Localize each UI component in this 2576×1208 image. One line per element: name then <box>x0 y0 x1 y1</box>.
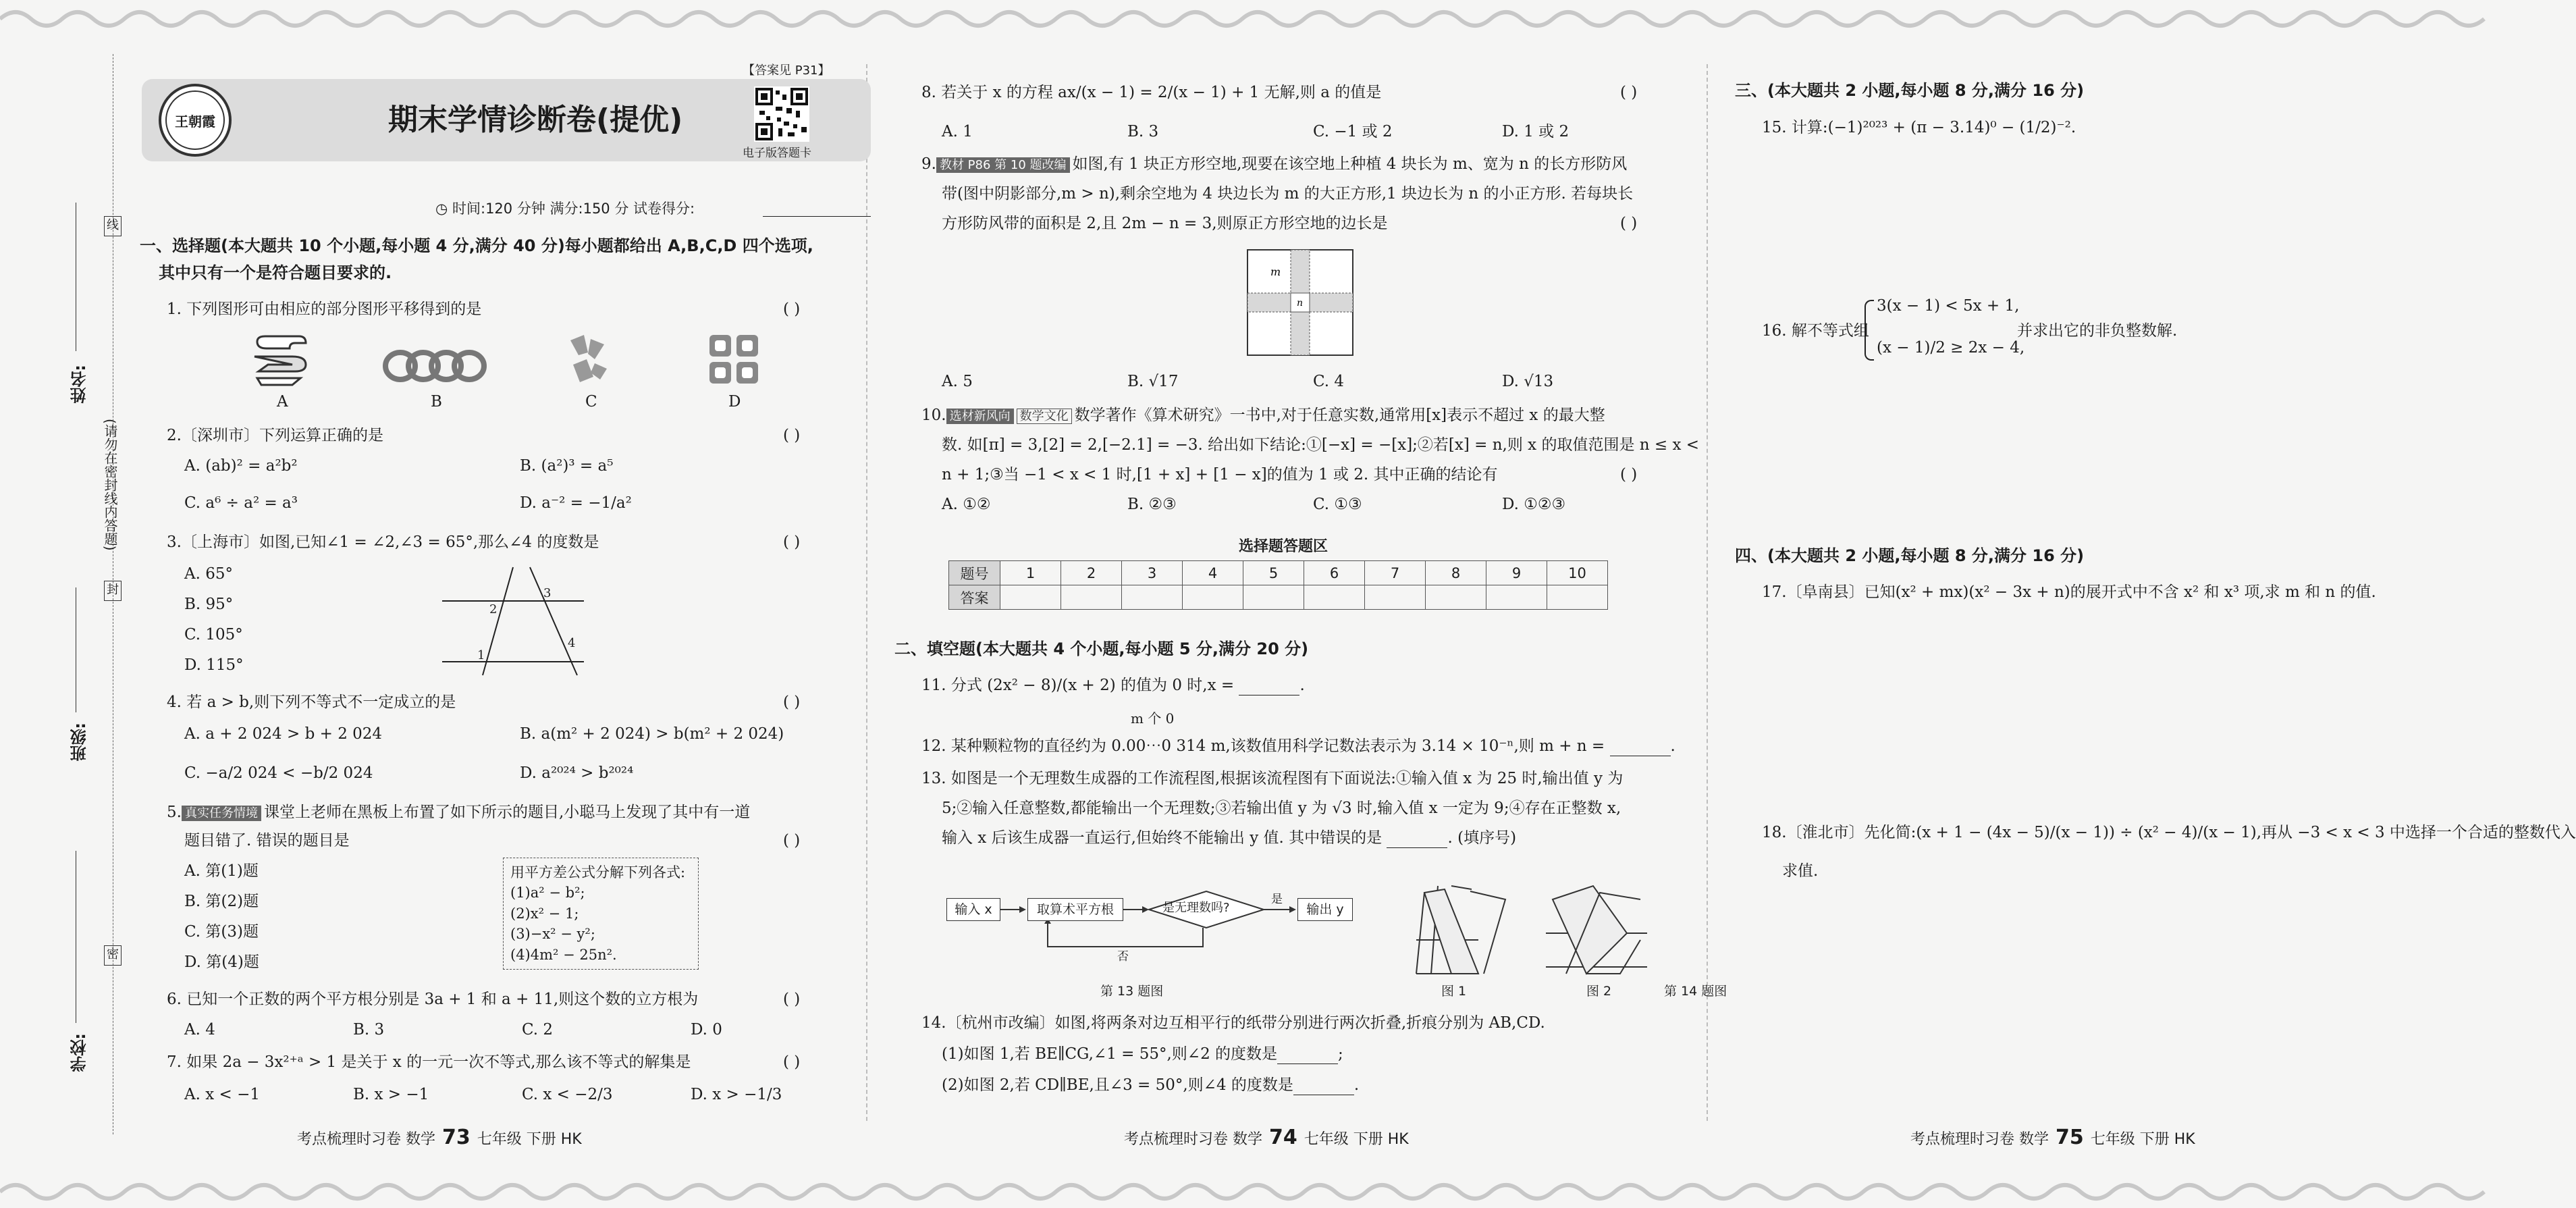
q3-answer-paren[interactable]: ( ) <box>783 533 801 551</box>
q1-figure-d-icon <box>707 332 761 386</box>
q14-part-2-text: (2)如图 2,若 CD∥BE,且∠3 = 50°,则∠4 的度数是 <box>942 1076 1293 1094</box>
q8-option-d[interactable]: D. 1 或 2 <box>1502 123 1569 140</box>
q1-label-a[interactable]: A <box>277 393 288 411</box>
section1-title-cont: 其中只有一个是符合题目要求的. <box>159 263 392 282</box>
q18-stem-cont: 求值. <box>1782 862 1819 880</box>
q10-option-b[interactable]: B. ②③ <box>1127 496 1177 513</box>
q12-overbrace-label: m 个 0 <box>1131 710 1175 727</box>
q9-option-d[interactable]: D. √13 <box>1502 373 1554 390</box>
answer-grid-number: 8 <box>1426 561 1486 585</box>
q3-region-tag: 〔上海市〕 <box>181 533 259 551</box>
q10-option-a[interactable]: A. ①② <box>942 496 991 513</box>
answer-grid-number-row <box>949 561 1608 585</box>
q3-option-d[interactable]: D. 115° <box>184 656 244 674</box>
q3-figure <box>435 560 591 679</box>
score-blank[interactable] <box>763 216 871 217</box>
top-wave-border <box>0 5 2488 32</box>
q9-figure <box>1246 248 1354 357</box>
q16-brace <box>1864 300 1874 361</box>
answer-cell[interactable] <box>1243 585 1304 610</box>
flow-input-box: 输入 x <box>946 898 1000 921</box>
q4-option-b[interactable]: B. a(m² + 2 024) > b(m² + 2 024) <box>520 725 784 743</box>
binding-mark-1: 线 <box>104 216 122 236</box>
q8-option-b[interactable]: B. 3 <box>1127 123 1159 140</box>
q14-number: 14. <box>921 1014 946 1032</box>
answer-area-title: 选择题答题区 <box>1239 538 1329 555</box>
q7-stem: 7. 如果 2a − 3x²⁺ᵃ > 1 是关于 x 的一元一次不等式,那么该不等式的解集是 <box>167 1053 691 1071</box>
answer-grid-number: 10 <box>1547 561 1608 585</box>
q5-context-tag: 真实任务情境 <box>182 806 261 821</box>
q16-ineq-1: 3(x − 1) < 5x + 1, <box>1877 297 2020 315</box>
q5-box-line: (3)−x² − y²; <box>510 926 595 943</box>
q6-option-b[interactable]: B. 3 <box>353 1021 385 1039</box>
flow-no-label: 否 <box>1117 950 1129 964</box>
class-label: 班级: <box>70 723 89 762</box>
q9-option-b[interactable]: B. √17 <box>1127 373 1179 390</box>
q12-stem <box>921 737 1675 756</box>
q13-tail: . (填序号) <box>1447 829 1517 847</box>
q1-stem: 1. 下列图形可由相应的部分图形平移得到的是 <box>167 300 482 318</box>
q1-figure-a-icon <box>252 334 310 388</box>
q18-stem <box>1762 824 2576 843</box>
qr-code-icon[interactable] <box>754 86 809 142</box>
q2-region-tag: 〔深圳市〕 <box>181 427 259 444</box>
q7-option-d[interactable]: D. x > −1/3 <box>691 1086 782 1103</box>
q5-option-b[interactable]: B. 第(2)题 <box>184 893 259 910</box>
binding-mark-2: 封 <box>104 581 122 601</box>
q1-figure-c-icon <box>564 332 611 386</box>
q3-angle-4-label: 4 <box>568 636 576 650</box>
q14-part-1-text: (1)如图 1,若 BE∥CG,∠1 = 55°,则∠2 的度数是 <box>942 1045 1278 1063</box>
answer-cell[interactable] <box>1122 585 1183 610</box>
q11-stem <box>921 677 1305 695</box>
q14-figure-2 <box>1539 872 1654 987</box>
flow-yes-label: 是 <box>1271 893 1283 906</box>
q17-number: 17. <box>1762 583 1787 601</box>
flow-decision-label: 是无理数吗? <box>1162 901 1230 915</box>
q13-line-1: 13. 如图是一个无理数生成器的工作流程图,根据该流程图有下面说法:①输入值 x 为 25 时,输出值 y 为 <box>921 770 1624 787</box>
q9-number: 9. <box>921 155 936 173</box>
q13-answer-blank[interactable] <box>1387 835 1447 848</box>
logo-inner: 王朝霞 <box>165 90 225 150</box>
q10-option-c[interactable]: C. ①③ <box>1313 496 1362 513</box>
q9-text-1: 如图,有 1 块正方形空地,现要在该空地上种植 4 块长为 m、宽为 n 的长方形防风 <box>1072 155 1628 173</box>
q7-option-a[interactable]: A. x < −1 <box>184 1086 261 1103</box>
q14-part-1-blank[interactable] <box>1277 1051 1338 1064</box>
footer-right: 七年级 下册 HK <box>2090 1131 2195 1148</box>
answer-reference: 【答案见 P31】 <box>743 63 830 78</box>
footer-left: 考点梳理时习卷 数学 <box>1124 1131 1262 1148</box>
q5-option-a[interactable]: A. 第(1)题 <box>184 862 259 880</box>
q5-number: 5. <box>167 804 182 821</box>
section2-title: 二、填空题(本大题共 4 个小题,每小题 5 分,满分 20 分) <box>894 639 1309 658</box>
exam-info: ◷ 时间:120 分钟 满分:150 分 试卷得分: <box>435 201 695 217</box>
page-divider-2 <box>1707 64 1708 1121</box>
q17-text: 已知(x² + mx)(x² − 3x + n)的展开式中不含 x² 和 x³ 项,求 m 和 n 的值. <box>1864 583 2376 601</box>
q6-stem: 6. 已知一个正数的两个平方根分别是 3a + 1 和 a + 11,则这个数的立方根为 <box>167 991 699 1008</box>
page-number: 75 <box>2056 1126 2084 1149</box>
qr-caption: 电子版答题卡 <box>743 147 811 160</box>
answer-grid-number: 5 <box>1243 561 1304 585</box>
q2-option-d[interactable]: D. a⁻² = −1/a² <box>520 494 632 512</box>
q15-stem: 15. 计算:(−1)²⁰²³ + (π − 3.14)⁰ − (1/2)⁻². <box>1762 119 2076 136</box>
q7-option-c[interactable]: C. x < −2/3 <box>522 1086 613 1103</box>
q2-answer-paren[interactable]: ( ) <box>783 427 801 444</box>
flow-sqrt-box: 取算术平方根 <box>1027 898 1123 921</box>
q4-option-a[interactable]: A. a + 2 024 > b + 2 024 <box>184 725 383 743</box>
answer-cell[interactable] <box>1183 585 1243 610</box>
footer-right: 七年级 下册 HK <box>477 1131 582 1148</box>
q3-option-c[interactable]: C. 105° <box>184 626 243 644</box>
q8-stem: 8. 若关于 x 的方程 ax/(x − 1) = 2/(x − 1) + 1 无解,则 a 的值是 <box>921 84 1382 101</box>
q6-answer-paren[interactable]: ( ) <box>783 991 801 1008</box>
page-divider-1 <box>866 64 867 1121</box>
page-number: 74 <box>1269 1126 1297 1149</box>
q5-text: 课堂上老师在黑板上布置了如下所示的题目,小聪马上发现了其中有一道 <box>263 804 751 821</box>
binding-mark-3: 密 <box>104 945 122 966</box>
answer-grid-header-number: 题号 <box>949 561 1000 585</box>
q3-option-b[interactable]: B. 95° <box>184 596 234 613</box>
section4-title: 四、(本大题共 2 小题,每小题 8 分,满分 16 分) <box>1735 546 2085 565</box>
q5-box-line: (2)x² − 1; <box>510 905 579 922</box>
section1-title: 一、选择题(本大题共 10 个小题,每小题 4 分,满分 40 分)每小题都给出 A,B,C,D 四个选项, <box>140 236 813 255</box>
answer-cell[interactable] <box>1000 585 1061 610</box>
q8-option-c[interactable]: C. −1 或 2 <box>1313 123 1393 140</box>
q11-answer-blank[interactable] <box>1239 682 1299 695</box>
q1-label-d[interactable]: D <box>728 393 741 411</box>
q12-tail: . <box>1670 737 1675 755</box>
q1-figure-b-icon <box>381 346 489 386</box>
q9-option-a[interactable]: A. 5 <box>942 373 973 390</box>
page-74-footer <box>1124 1126 1409 1149</box>
q4-option-d[interactable]: D. a²⁰²⁴ > b²⁰²⁴ <box>520 764 634 782</box>
q5-box-line: (1)a² − b²; <box>510 885 585 901</box>
q12-answer-blank[interactable] <box>1610 743 1671 756</box>
q14-figure-1 <box>1404 872 1512 987</box>
name-label: 姓名: <box>70 365 89 404</box>
q5-option-c[interactable]: C. 第(3)题 <box>184 923 259 941</box>
q1-label-b[interactable]: B <box>431 393 442 411</box>
q1-answer-paren[interactable]: ( ) <box>783 300 801 318</box>
page-75 <box>1715 35 2576 1163</box>
page-75-footer <box>1910 1126 2195 1149</box>
q4-option-c[interactable]: C. −a/2 024 < −b/2 024 <box>184 764 373 782</box>
school-label: 学校: <box>70 1033 89 1072</box>
q9-line-1 <box>921 155 1627 174</box>
q10-line-1 <box>921 406 1605 425</box>
q14-stem <box>921 1014 1545 1033</box>
q2-option-c[interactable]: C. a⁶ ÷ a² = a³ <box>184 494 298 512</box>
q5-stem-cont: 题目错了. 错误的题目是 <box>184 832 350 849</box>
answer-cell[interactable] <box>1486 585 1547 610</box>
q3-option-a[interactable]: A. 65° <box>184 565 233 583</box>
flow-arrows <box>946 879 1324 960</box>
q5-box-line: 用平方差公式分解下列各式: <box>510 864 686 881</box>
answer-grid-number: 6 <box>1304 561 1365 585</box>
q2-number: 2. <box>167 427 182 444</box>
fig14-2-caption: 图 2 <box>1586 984 1612 999</box>
answer-grid-answer-row <box>949 585 1608 610</box>
q8-option-a[interactable]: A. 1 <box>942 123 973 140</box>
q10-option-d[interactable]: D. ①②③ <box>1502 496 1566 513</box>
q6-option-c[interactable]: C. 2 <box>522 1021 554 1039</box>
page-73-footer <box>297 1126 582 1149</box>
section3-title: 三、(本大题共 2 小题,每小题 8 分,满分 16 分) <box>1735 81 2085 100</box>
q18-text: 先化简:(x + 1 − (4x − 5)/(x − 1)) ÷ (x² − 4)/(x − 1),再从 −3 < x < 3 中选择一个合适的整数代入 <box>1864 824 2576 841</box>
no-answer-note: (请勿在密封线内答题) <box>102 419 118 551</box>
exam-title: 期末学情诊断卷(提优) <box>388 103 683 137</box>
bottom-wave-border <box>0 1178 2488 1205</box>
q5-box-line: (4)4m² − 25n². <box>510 946 617 963</box>
q2-option-b[interactable]: B. (a²)³ = a⁵ <box>520 457 614 475</box>
flow-output-box: 输出 y <box>1297 898 1353 921</box>
q18-region-tag: 〔淮北市〕 <box>1786 824 1864 841</box>
q10-number: 10. <box>921 406 946 424</box>
q6-option-a[interactable]: A. 4 <box>184 1021 215 1039</box>
logo <box>159 84 232 157</box>
answer-grid <box>948 560 1608 610</box>
q3-angle-1-label: 1 <box>477 648 485 662</box>
q3-stem <box>167 533 599 552</box>
q14-part-2: (2)如图 2,若 CD∥BE,且∠3 = 50°,则∠4 的度数是 . <box>942 1076 1360 1094</box>
answer-grid-number: 9 <box>1486 561 1547 585</box>
q16-ineq-2: (x − 1)/2 ≥ 2x − 4, <box>1877 339 2025 357</box>
answer-grid-number: 7 <box>1365 561 1426 585</box>
answer-cell[interactable] <box>1304 585 1365 610</box>
q6-option-d[interactable]: D. 0 <box>691 1021 722 1039</box>
footer-left: 考点梳理时习卷 数学 <box>1910 1131 2049 1148</box>
q14-region-tag: 〔杭州市改编〕 <box>946 1014 1055 1032</box>
footer-right: 七年级 下册 HK <box>1304 1131 1409 1148</box>
q9-line-2: 带(图中阴影部分,m > n),剩余空地为 4 块边长为 m 的大正方形,1 块边长为 n 的小正方形. 若每块长 <box>942 185 1634 203</box>
q1-label-c[interactable]: C <box>585 393 597 411</box>
page-73 <box>37 35 857 1163</box>
answer-cell[interactable] <box>1365 585 1426 610</box>
q2-stem <box>167 427 383 446</box>
answer-grid-number: 3 <box>1122 561 1183 585</box>
q2-text: 下列运算正确的是 <box>259 427 383 444</box>
answer-cell[interactable] <box>1426 585 1486 610</box>
q13-line-2: 5;②输入任意整数,都能输出一个无理数;③若输出值 y 为 √3 时,输入值 x 一定为 9;④存在正整数 x, <box>942 799 1621 817</box>
answer-grid-number: 1 <box>1000 561 1061 585</box>
q14-text: 如图,将两条对边互相平行的纸带分别进行两次折叠,折痕分别为 AB,CD. <box>1054 1014 1545 1032</box>
answer-cell[interactable] <box>1547 585 1608 610</box>
answer-grid-number: 4 <box>1183 561 1243 585</box>
q9-line-3: 方形防风带的面积是 2,且 2m − n = 3,则原正方形空地的边长是 <box>942 215 1388 232</box>
fig14-caption: 第 14 题图 <box>1664 984 1727 999</box>
q3-number: 3. <box>167 533 182 551</box>
q3-angle-2-label: 2 <box>489 602 498 616</box>
q7-answer-paren[interactable]: ( ) <box>783 1053 801 1071</box>
q18-number: 18. <box>1762 824 1787 841</box>
q10-tag-new: 选材新风向 <box>946 409 1014 424</box>
footer-left: 考点梳理时习卷 数学 <box>297 1131 435 1148</box>
q10-text-1: 数学著作《算术研究》一书中,对于任意实数,通常用[x]表示不超过 x 的最大整 <box>1074 406 1605 424</box>
q9-m-label: m <box>1270 265 1281 278</box>
q4-stem: 4. 若 a > b,则下列不等式不一定成立的是 <box>167 693 456 711</box>
q17-region-tag: 〔阜南县〕 <box>1786 583 1864 601</box>
q17-stem <box>1762 583 2376 602</box>
q13-text-3: 输入 x 后该生成器一直运行,但始终不能输出 y 值. 其中错误的是 <box>942 829 1383 847</box>
q9-answer-paren[interactable]: ( ) <box>1620 215 1638 232</box>
q11-tail: . <box>1299 677 1305 694</box>
q3-text: 如图,已知∠1 = ∠2,∠3 = 65°,那么∠4 的度数是 <box>259 533 599 551</box>
q9-option-c[interactable]: C. 4 <box>1313 373 1345 390</box>
fig13-caption: 第 13 题图 <box>1100 984 1164 999</box>
q14-part-1: (1)如图 1,若 BE∥CG,∠1 = 55°,则∠2 的度数是 ; <box>942 1045 1343 1063</box>
q9-textbook-tag: 教材 P86 第 10 题改编 <box>936 157 1070 173</box>
q16-tail: 并求出它的非负整数解. <box>2017 322 2178 340</box>
page-number: 73 <box>442 1126 471 1149</box>
q3-angle-3-label: 3 <box>543 586 552 600</box>
q5-answer-paren[interactable]: ( ) <box>783 832 801 849</box>
q10-line-3: n + 1;③当 −1 < x < 1 时,[1 + x] + [1 − x]的值为 1 或 2. 其中正确的结论有 <box>942 466 1498 483</box>
q10-line-2: 数. 如[π] = 3,[2] = 2,[−2.1] = −3. 给出如下结论:①[−x] = −[x];②若[x] = n,则 x 的取值范围是 n ≤ x < <box>942 436 1700 454</box>
q5-option-d[interactable]: D. 第(4)题 <box>184 953 259 971</box>
q4-answer-paren[interactable]: ( ) <box>783 693 801 711</box>
q5-blackboard-box <box>503 858 699 970</box>
q16-lead: 16. 解不等式组 <box>1762 322 1869 340</box>
q10-answer-paren[interactable]: ( ) <box>1620 466 1638 483</box>
q7-option-b[interactable]: B. x > −1 <box>353 1086 429 1103</box>
answer-grid-number: 2 <box>1061 561 1122 585</box>
q10-tag-culture: 数学文化 <box>1017 409 1072 424</box>
q9-n-label: n <box>1297 298 1304 309</box>
fig14-1-caption: 图 1 <box>1441 984 1467 999</box>
q2-option-a[interactable]: A. (ab)² = a²b² <box>184 457 298 475</box>
q13-line-3 <box>942 829 1516 848</box>
page-74 <box>871 35 1727 1163</box>
answer-cell[interactable] <box>1061 585 1122 610</box>
answer-grid-header-answer: 答案 <box>949 585 1000 610</box>
q11-text: 11. 分式 (2x² − 8)/(x + 2) 的值为 0 时,x = <box>921 677 1235 694</box>
q5-stem <box>167 804 750 822</box>
q14-part-2-blank[interactable] <box>1293 1082 1354 1095</box>
q12-text: 12. 某种颗粒物的直径约为 0.00⋯0 314 m,该数值用科学记数法表示为 3.14 × 10⁻ⁿ,则 m + n = <box>921 737 1605 755</box>
q8-answer-paren[interactable]: ( ) <box>1620 84 1638 101</box>
